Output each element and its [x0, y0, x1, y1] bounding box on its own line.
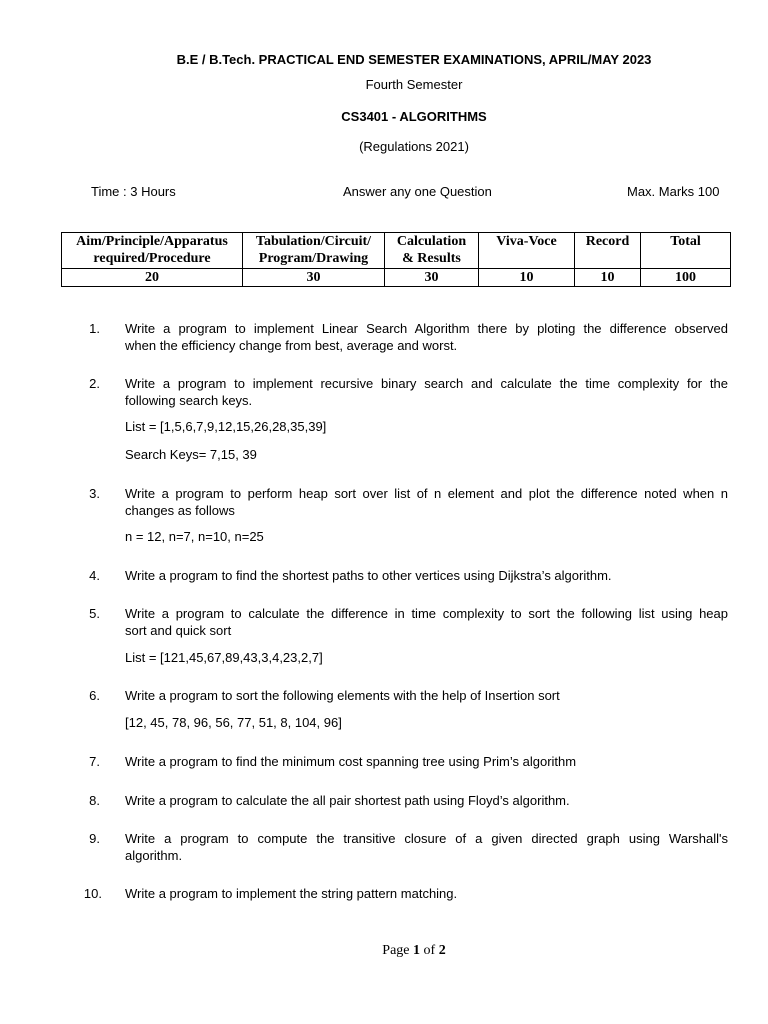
table-row	[62, 269, 731, 287]
marks-distribution-table	[61, 232, 731, 287]
question-text	[125, 687, 728, 704]
question-detail: List = [121,45,67,89,43,3,4,23,2,7]	[125, 650, 323, 665]
question-text	[125, 830, 728, 864]
question-number: 1.	[89, 321, 100, 336]
marks-cell: 30	[243, 269, 385, 287]
question-detail: n = 12, n=7, n=10, n=25	[125, 529, 264, 544]
question-number: 8.	[89, 793, 100, 808]
question-text	[125, 885, 728, 902]
header-line: & Results	[402, 251, 461, 266]
instruction-label: Answer any one Question	[343, 184, 492, 199]
page-current: 1	[413, 943, 421, 958]
question-number: 3.	[89, 486, 100, 501]
table-header-row	[62, 233, 731, 269]
question-line: when the efficiency change from best, average and worst.	[125, 338, 458, 353]
question-line: Write a program to implement recursive binary search and calculate the time complexity for the	[125, 376, 728, 391]
header-line: Viva-Voce	[496, 234, 557, 249]
header-cell-calculation	[385, 233, 479, 269]
question-text	[125, 605, 728, 639]
page-footer	[0, 943, 768, 959]
page-total: 2	[438, 943, 446, 958]
marks-cell: 10	[575, 269, 641, 287]
header-line: Program/Drawing	[258, 251, 369, 266]
question-line: Write a program to calculate the difference in time complexity to sort the following list using heap	[125, 606, 728, 621]
question-number: 4.	[89, 568, 100, 583]
header-cell-total	[641, 233, 731, 269]
course-title: CS3401 - ALGORITHMS	[341, 109, 487, 124]
question-line: following search keys.	[125, 393, 253, 408]
question-detail: Search Keys= 7,15, 39	[125, 447, 257, 462]
question-detail: List = [1,5,6,7,9,12,15,26,28,35,39]	[125, 419, 327, 434]
question-line: Write a program to compute the transitive closure of a given directed graph using Warshall's	[125, 831, 728, 846]
marks-cell: 100	[641, 269, 731, 287]
question-text	[125, 485, 728, 519]
max-marks-label: Max. Marks 100	[627, 184, 720, 199]
header-line: Record	[585, 234, 630, 249]
of-word: of	[423, 943, 436, 958]
header-cell-viva	[479, 233, 575, 269]
question-text	[125, 320, 728, 354]
header-line: Aim/Principle/Apparatus	[76, 234, 228, 249]
question-line: changes as follows	[125, 503, 235, 518]
regulations-label: (Regulations 2021)	[359, 139, 469, 154]
question-text	[125, 375, 728, 409]
question-text	[125, 567, 728, 584]
page-word: Page	[382, 943, 410, 958]
exam-title: B.E / B.Tech. PRACTICAL END SEMESTER EXAMINATIONS, APRIL/MAY 2023	[176, 52, 652, 67]
header-line: Calculation	[396, 234, 467, 249]
question-detail: [12, 45, 78, 96, 56, 77, 51, 8, 104, 96]	[125, 715, 342, 730]
marks-cell: 20	[62, 269, 243, 287]
question-line: Write a program to sort the following elements with the help of Insertion sort	[125, 688, 560, 703]
question-number: 10.	[83, 886, 102, 901]
question-line: Write a program to perform heap sort over list of n element and plot the difference noted when n	[125, 486, 728, 501]
time-label: Time : 3 Hours	[91, 184, 176, 199]
question-number: 9.	[89, 831, 100, 846]
question-line: Write a program to implement Linear Search Algorithm there by ploting the difference observed	[125, 321, 728, 336]
header-cell-aim	[62, 233, 243, 269]
semester-label: Fourth Semester	[365, 77, 463, 92]
marks-cell: 10	[479, 269, 575, 287]
question-line: sort and quick sort	[125, 623, 232, 638]
marks-cell: 30	[385, 269, 479, 287]
header-cell-record	[575, 233, 641, 269]
header-line: Tabulation/Circuit/	[255, 234, 372, 249]
question-number: 2.	[89, 376, 100, 391]
question-line: Write a program to find the shortest paths to other vertices using Dijkstra’s algorithm.	[125, 568, 612, 583]
question-text	[125, 792, 728, 809]
question-number: 6.	[89, 688, 100, 703]
header-cell-tabulation	[243, 233, 385, 269]
question-line: algorithm.	[125, 848, 183, 863]
question-line: Write a program to implement the string pattern matching.	[125, 886, 458, 901]
header-line: Total	[670, 234, 701, 249]
question-line: Write a program to calculate the all pair shortest path using Floyd’s algorithm.	[125, 793, 570, 808]
header-line: required/Procedure	[93, 251, 211, 266]
question-number: 5.	[89, 606, 100, 621]
question-text	[125, 753, 728, 770]
question-line: Write a program to find the minimum cost spanning tree using Prim’s algorithm	[125, 754, 577, 769]
question-number: 7.	[89, 754, 100, 769]
